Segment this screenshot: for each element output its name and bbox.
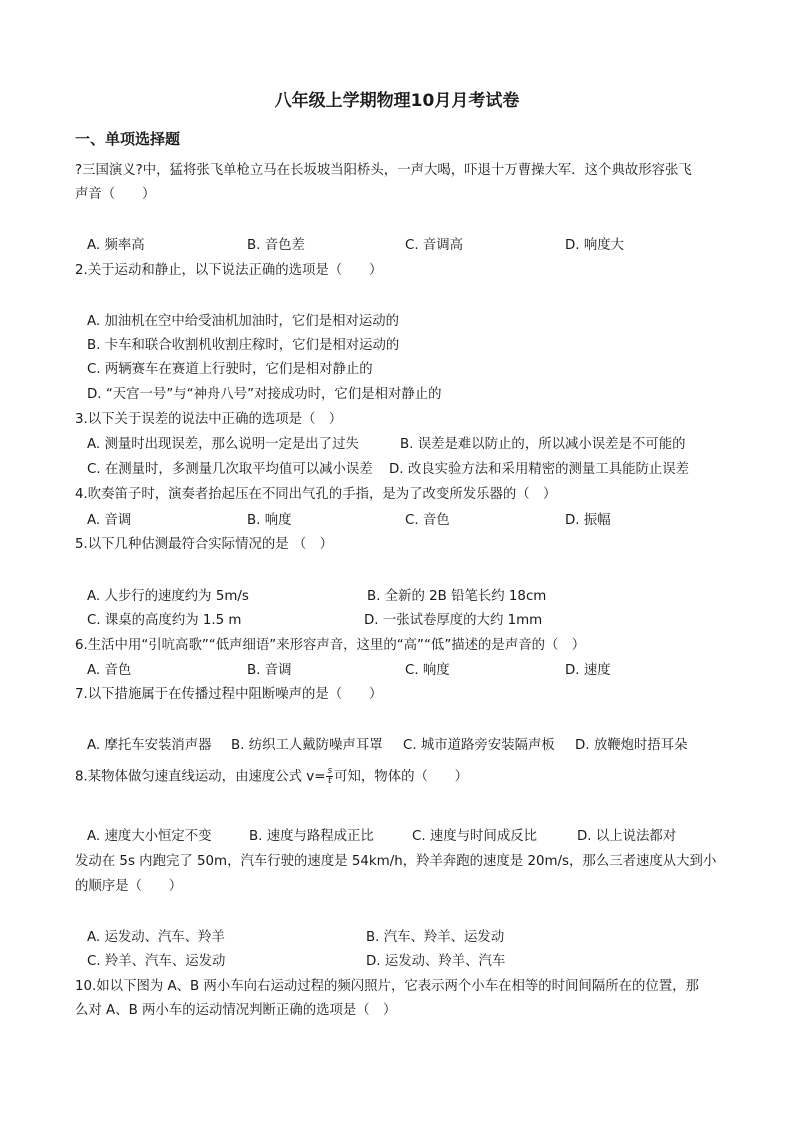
option-c[interactable]: C. 城市道路旁安装隔声板 — [403, 738, 555, 753]
question-text: ?三国演义?中，猛将张飞单枪立马在长坂坡当阳桥头，一声大喝，吓退十万曹操大军．这个典故形容张飞 — [75, 163, 692, 178]
velocity-fraction — [326, 767, 333, 786]
option-d[interactable]: D. 响度大 — [565, 238, 624, 253]
option-c[interactable]: C. 课桌的高度约为 1.5 m — [87, 613, 242, 628]
option-d[interactable]: D. 速度 — [565, 663, 611, 678]
option-a[interactable]: A. 音色 — [87, 663, 132, 678]
exam-title: 八年级上学期物理10月月考试卷 — [274, 91, 520, 111]
fraction-numerator: s — [327, 766, 333, 776]
option-c[interactable]: C. 羚羊、汽车、运发动 — [87, 954, 226, 969]
option-a[interactable]: A. 频率高 — [87, 238, 145, 253]
option-a[interactable]: A. 测量时出现误差，那么说明一定是出了过失 — [87, 437, 359, 452]
question-text: 声音（ ） — [75, 187, 156, 202]
option-a[interactable]: A. 人步行的速度约为 5m/s — [87, 589, 249, 604]
section-heading: 一、单项选择题 — [75, 130, 181, 148]
option-b[interactable]: B. 音色差 — [247, 238, 305, 253]
question-text: 5.以下几种估测最符合实际情况的是 （ ） — [75, 537, 334, 552]
option-d[interactable]: D. 以上说法都对 — [577, 829, 677, 844]
option-a[interactable]: A. 加油机在空中给受油机加油时，它们是相对运动的 — [87, 314, 400, 329]
option-b[interactable]: B. 误差是难以防止的，所以减小误差是不可能的 — [400, 437, 686, 452]
fraction-denominator: t — [328, 776, 332, 786]
question-text: 10.如以下图为 A、B 两小车向右运动过程的频闪照片，它表示两个小车在相等的时间间隔所在的位置，那 — [75, 979, 699, 994]
question-text: 的顺序是（ ） — [75, 879, 183, 894]
question-text-prefix: 8.某物体做匀速直线运动，由速度公式 v= — [75, 769, 326, 785]
option-a[interactable]: A. 速度大小恒定不变 — [87, 829, 212, 844]
option-c[interactable]: C. 音调高 — [405, 238, 464, 253]
option-a[interactable]: A. 摩托车安装消声器 — [87, 738, 212, 753]
option-d[interactable]: D. 改良实验方法和采用精密的测量工具能防止误差 — [389, 462, 690, 477]
question-text: 4.吹奏笛子时，演奏者抬起压在不同出气孔的手指，是为了改变所发乐器的（ ） — [75, 487, 557, 502]
option-d[interactable]: D. 放鞭炮时捂耳朵 — [575, 738, 688, 753]
option-b[interactable]: B. 响度 — [247, 513, 292, 528]
option-b[interactable]: B. 全新的 2B 铅笔长约 18cm — [367, 589, 547, 604]
option-b[interactable]: B. 音调 — [247, 663, 292, 678]
option-c[interactable]: C. 响度 — [405, 663, 450, 678]
option-d[interactable]: D. 一张试卷厚度的大约 1mm — [364, 613, 543, 628]
question-text: 3.以下关于误差的说法中正确的选项是（ ） — [75, 412, 343, 427]
option-d[interactable]: D. “天宫一号”与“神舟八号”对接成功时，它们是相对静止的 — [87, 387, 442, 402]
question-text: 7.以下措施属于在传播过程中阻断噪声的是（ ） — [75, 687, 383, 702]
question-text — [75, 767, 468, 787]
option-b[interactable]: B. 纺织工人戴防噪声耳罩 — [231, 738, 383, 753]
option-b[interactable]: B. 汽车、羚羊、运发动 — [366, 930, 505, 945]
option-d[interactable]: D. 运发动、羚羊、汽车 — [366, 954, 506, 969]
option-a[interactable]: A. 音调 — [87, 513, 132, 528]
question-text: 6.生活中用“引吭高歌”“低声细语”来形容声音，这里的“高”“低”描述的是声音的（ ） — [75, 638, 586, 653]
option-c[interactable]: C. 在测量时，多测量几次取平均值可以减小误差 — [87, 462, 373, 477]
option-c[interactable]: C. 两辆赛车在赛道上行驶时，它们是相对静止的 — [87, 362, 373, 377]
option-b[interactable]: B. 卡车和联合收割机收割庄稼时，它们是相对运动的 — [87, 338, 400, 353]
option-b[interactable]: B. 速度与路程成正比 — [249, 829, 374, 844]
question-text: 发动在 5s 内跑完了 50m，汽车行驶的速度是 54km/h，羚羊奔跑的速度是 20m/s，那么三者速度从大到小 — [75, 854, 717, 869]
question-text: 么对 A、B 两小车的运动情况判断正确的选项是（ ） — [75, 1003, 397, 1018]
question-text-suffix: 可知，物体的（ ） — [334, 769, 469, 785]
option-d[interactable]: D. 振幅 — [565, 513, 611, 528]
option-c[interactable]: C. 音色 — [405, 513, 450, 528]
option-a[interactable]: A. 运发动、汽车、羚羊 — [87, 930, 225, 945]
question-text: 2.关于运动和静止，以下说法正确的选项是（ ） — [75, 263, 383, 278]
option-c[interactable]: C. 速度与时间成反比 — [412, 829, 537, 844]
